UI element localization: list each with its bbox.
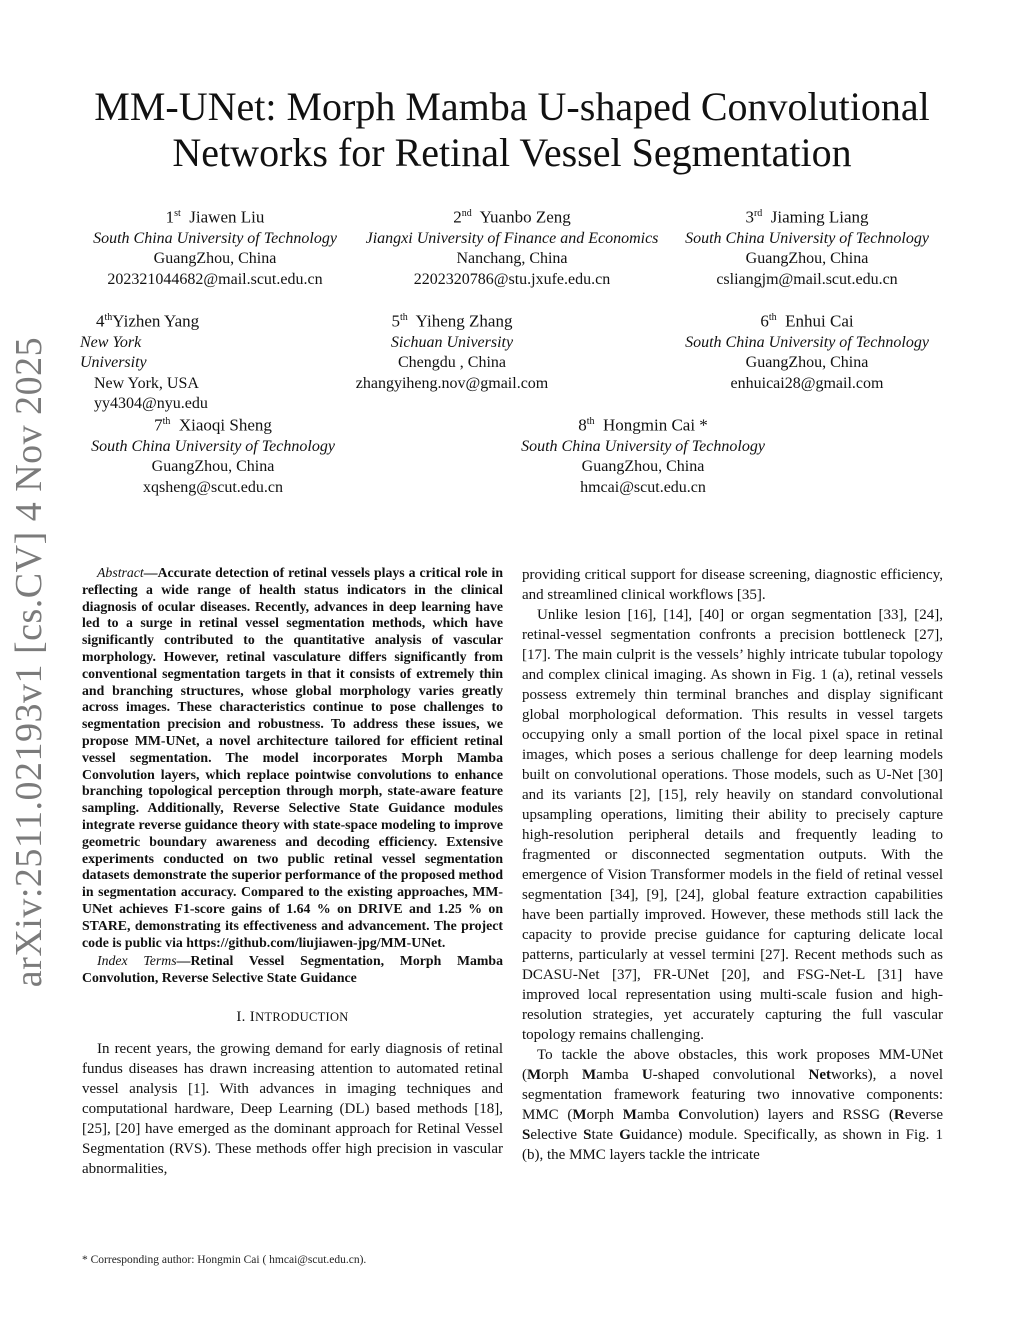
author-affiliation: Jiangxi University of Finance and Economics: [365, 229, 659, 247]
author-email: hmcai@scut.edu.cn: [580, 478, 706, 496]
author-block: 6th Enhui Cai South China University of Technology GuangZhou, China enhuicai28@gmail.com: [672, 307, 942, 394]
author-name: Yiheng Zhang: [415, 311, 513, 331]
author-name: Enhui Cai: [785, 311, 854, 331]
abstract-text: Accurate detection of retinal vessels plays a critical role in reflecting a wide range of health status indicators in the clinical diagnosis of ocular diseases. Recently, advances in deep learning have led to a surge in retinal vessel segmentation methods, which have significantly contributed to the quantitative analysis of vascular morphology. However, retinal vasculature differs significantly from conventional segmentation targets in that it consists of extremely thin and branching structures, whose global morphology varies greatly across images. These characteristics continue to pose challenges to segmentation precision and robustness. To address these issues, we propose MM-UNet, a novel architecture tailored for efficient retinal vessel segmentation. The model incorporates Morph Mamba Convolution layers, which replace pointwise convolutions to enhance branching topological perception through morph, state-aware feature sampling. Additionally, Reverse Selective State Guidance modules integrate reverse guidance theory with state-space modeling to improve geometric boundary awareness and decoding efficiency. Extensive experiments conducted on two public retinal vessel segmentation datasets demonstrate the superior performance of the proposed method in segmentation accuracy. Compared to the existing approaches, MM-UNet achieves F1-score gains of 1.64 % on DRIVE and 1.25 % on STARE, demonstrating its effectiveness and advancement. The project code is public via https://github.com/liujiawen-jpg/MM-UNet.: [82, 565, 504, 950]
author-name: Yizhen Yang: [112, 311, 200, 331]
author-name: Yuanbo Zeng: [479, 207, 571, 227]
author-block: 8th Hongmin Cai * South China University of Technology GuangZhou, China hmcai@scut.edu.cn: [508, 411, 778, 498]
author-affiliation: South China University of Technology: [521, 437, 765, 455]
author-location: Chengdu , China: [398, 354, 506, 372]
author-email: csliangjm@mail.scut.edu.cn: [716, 270, 898, 288]
author-block: 3rd Jiaming Liang South China University of Technology GuangZhou, China csliangjm@mail.scut.edu.cn: [672, 203, 942, 290]
index-terms-text: Retinal Vessel Segmentation, Morph Mamba Convolution, Reverse Selective State Guidance: [82, 953, 503, 986]
paragraph: providing critical support for disease screening, diagnostic efficiency, and streamlined clinical workflows [35].: [522, 567, 943, 603]
arxiv-id: arXiv:2511.02193v1 [cs.CV] 4 Nov 2025: [8, 336, 50, 988]
paragraph: In recent years, the growing demand for early diagnosis of retinal fundus diseases has drawn increasing attention to automated retinal vessel analysis [1]. With advances in imaging techniques and computational hardware, Deep Learning (DL) based methods [18], [25], [20] have emerged as the dominant approach for Retinal Vessel Segmentation (RVS). These methods offer high precision in vascular abnormalities,: [82, 1040, 503, 1177]
author-affiliation: Sichuan University: [390, 333, 514, 351]
index-terms-label: Index Terms: [97, 953, 177, 969]
left-column: [82, 565, 503, 1179]
abstract: Abstract—Accurate detection of retinal vessels plays a critical role in reflecting a wide range of health status indicators in the clinical diagnosis of ocular diseases. Recently, advances in deep learning have led to a surge in retinal vessel segmentation methods, which have significantly contributed to the quantitative analysis of vascular morphology. However, retinal vasculature differs significantly from conventional segmentation targets in that it consists of extremely thin and branching structures, whose global morphology varies greatly across images. These characteristics continue to pose challenges to segmentation precision and robustness. To address these issues, we propose MM-UNet, a novel architecture tailored for efficient retinal vessel segmentation. The model incorporates Morph Mamba Convolution layers, which replace pointwise convolutions to enhance branching topological perception through morph, state-aware feature sampling. Additionally, Reverse Selective State Guidance modules integrate reverse guidance theory with state-space modeling to improve geometric boundary awareness and decoding efficiency. Extensive experiments conducted on two public retinal vessel segmentation datasets demonstrate the superior performance of the proposed method in segmentation accuracy. Compared to the existing approaches, MM-UNet achieves F1-score gains of 1.64 % on DRIVE and 1.25 % on STARE, demonstrating its effectiveness and advancement. The project code is public via https://github.com/liujiawen-jpg/MM-UNet.: [82, 565, 504, 950]
index-terms: Index Terms—Retinal Vessel Segmentation, Morph Mamba Convolution, Reverse Selective State Guidance: [82, 953, 503, 986]
arxiv-sidebar-stamp: [4, 336, 54, 988]
author-block: 1st Jiawen Liu South China University of Technology GuangZhou, China 202321044682@mail.scut.edu.cn: [80, 203, 350, 290]
author-block: 4thYizhen Yang New York University New York, USA yy4304@nyu.edu: [80, 307, 200, 415]
author-location: GuangZhou, China: [153, 250, 277, 268]
right-column: [522, 565, 943, 1165]
section-heading: I. INTRODUCTION: [236, 1008, 349, 1025]
author-location: GuangZhou, China: [745, 250, 869, 268]
author-name: Jiaming Liang: [770, 207, 869, 227]
abstract-label: Abstract: [97, 565, 144, 580]
footnote: * Corresponding author: Hongmin Cai ( hmcai@scut.edu.cn).: [82, 1254, 367, 1266]
author-email: enhuicai28@gmail.com: [730, 374, 884, 392]
author-email: 202321044682@mail.scut.edu.cn: [107, 270, 323, 288]
author-block: 2nd Yuanbo Zeng Jiangxi University of Finance and Economics Nanchang, China 2202320786@stu.jxufe.edu.cn: [352, 203, 672, 290]
author-email: 2202320786@stu.jxufe.edu.cn: [413, 270, 611, 288]
paper-title: MM-UNet: Morph Mamba U-shaped Convolutional Networks for Retinal Vessel Segmentation: [94, 84, 930, 175]
author-email: xqsheng@scut.edu.cn: [142, 478, 284, 496]
author-block: 5th Yiheng Zhang Sichuan University Chengdu , China zhangyiheng.nov@gmail.com: [332, 307, 572, 394]
author-affiliation: South China University of Technology: [91, 437, 335, 455]
author-location: GuangZhou, China: [581, 458, 705, 476]
author-location: GuangZhou, China: [151, 458, 275, 476]
author-name: Xiaoqi Sheng: [178, 415, 272, 435]
author-block: 7th Xiaoqi Sheng South China University of Technology GuangZhou, China xqsheng@scut.edu.cn: [78, 411, 348, 498]
author-name: Jiawen Liu: [189, 207, 265, 227]
author-name: Hongmin Cai *: [602, 415, 708, 435]
paragraph: Unlike lesion [16], [14], [40] or organ segmentation [33], [24], retinal-vessel segmentation confronts a precision bottleneck [27], [17]. The main culprit is the vessels’ highly intricate tubular topology and complex clinical imaging. As shown in Fig. 1 (a), retinal vessels possess extremely thin terminal branches and display significant global morphological deformation. This results in vessel targets occupying only a small portion of the local pixel space in retinal images, which poses a serious challenge for deep learning models built on convolutional operations. Those models, such as U-Net [30] and its variants [2], [15], rely heavily on standard convolutional upsampling operations, limiting their ability to precisely capture high-resolution peripheral details and frequently leading to fragmented or disconnected segmentation outputs. With the emergence of Vision Transformer models in the field of retinal vessel segmentation [34], [9], [24], global feature extraction capabilities have been partially improved. However, these methods still lack the capacity to provide precise guidance for capturing delicate local patterns, particularly at vessel termini [27]. Recent methods such as DCASU-Net [37], FR-UNet [20], and FSG-Net-L [31] have improved local representation using multi-scale fusion and high-resolution strategies, yet accurately capturing the full vascular topology remains challenging.: [522, 607, 943, 1043]
author-email: yy4304@nyu.edu: [94, 395, 208, 413]
author-location: New York, USA: [94, 374, 199, 392]
author-location: GuangZhou, China: [745, 354, 869, 372]
paragraph: To tackle the above obstacles, this work proposes MM-UNet (Morph Mamba U-shaped convolutional Networks), a novel segmentation framework featuring two innovative components: MMC (Morph Mamba Convolution) layers and RSSG (Reverse Selective State Guidance) module. Specifically, as shown in Fig. 1 (b), the MMC layers tackle the intricate: [522, 1047, 944, 1163]
author-affiliation: New York University: [80, 333, 147, 372]
author-location: Nanchang, China: [456, 250, 568, 268]
author-email: zhangyiheng.nov@gmail.com: [355, 374, 549, 392]
author-affiliation: South China University of Technology: [685, 333, 929, 351]
author-affiliation: South China University of Technology: [685, 229, 929, 247]
author-affiliation: South China University of Technology: [93, 229, 337, 247]
